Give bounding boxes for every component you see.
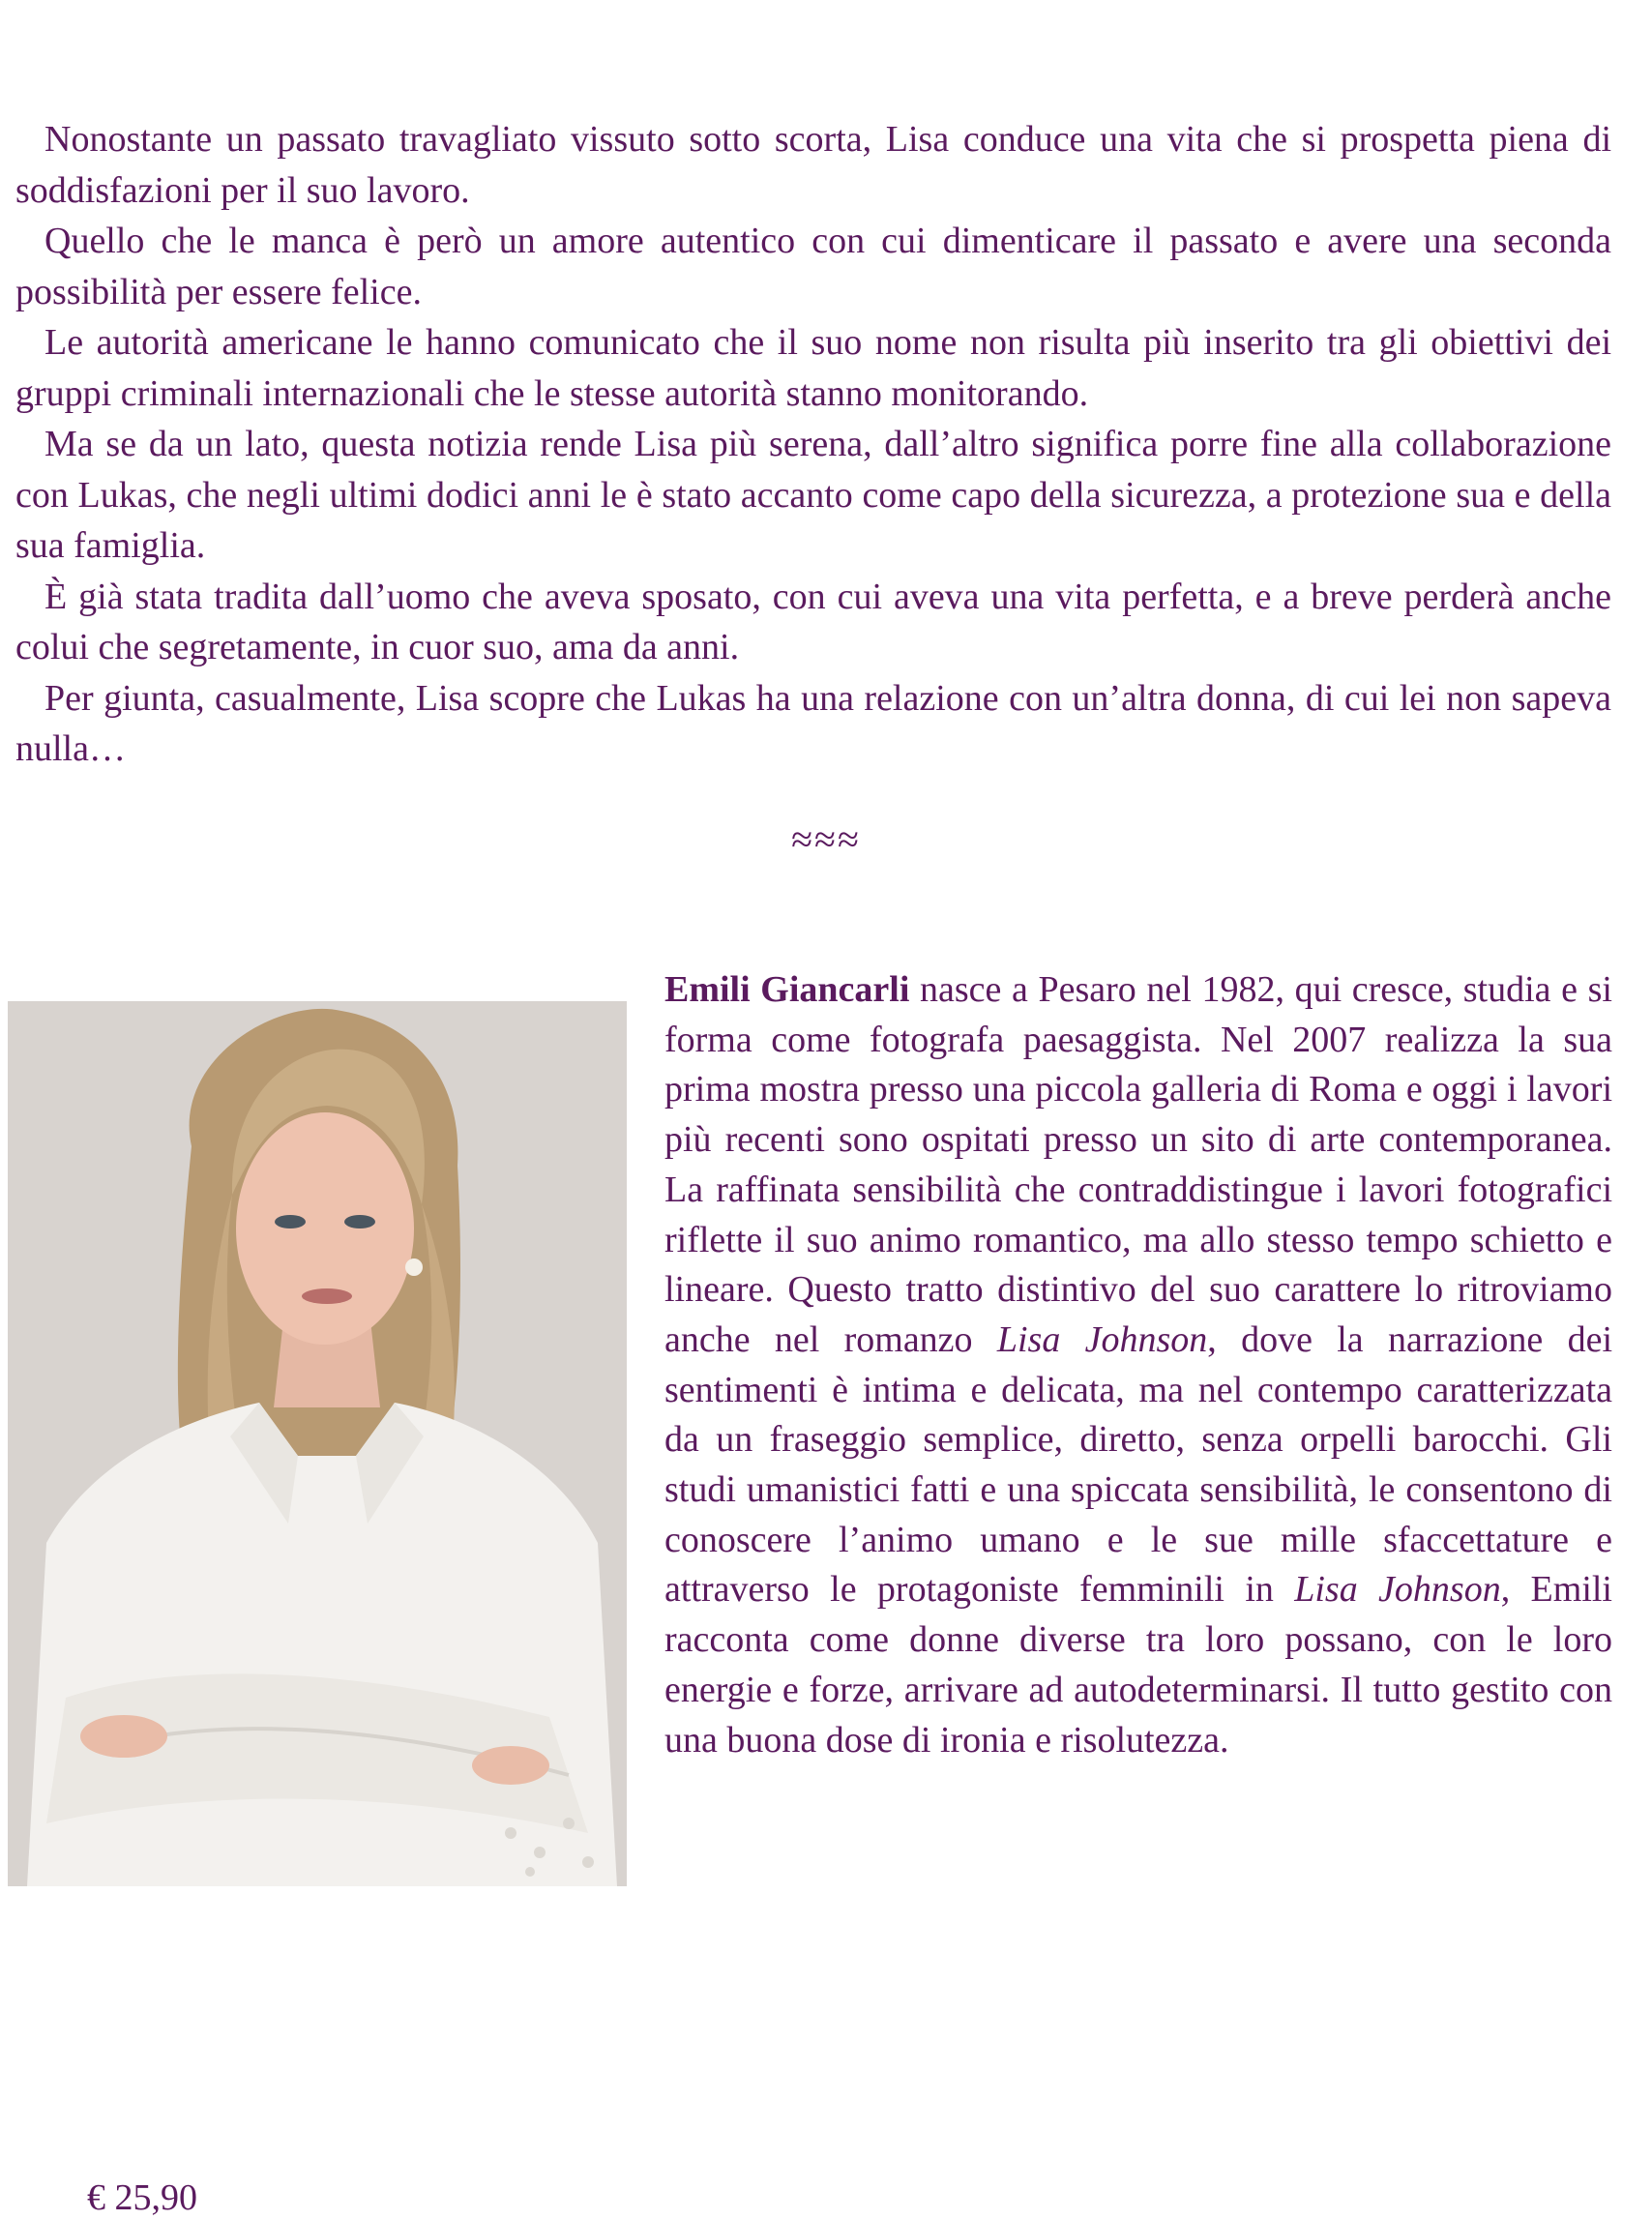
synopsis-paragraph: È già stata tradita dall’uomo che aveva sposato, con cui aveva una vita perfetta, e a breve perderà anche colui che segretamente, in cuor suo, ama da anni. xyxy=(15,576,1611,667)
author-name: Emili Giancarli xyxy=(664,969,910,1010)
section-divider: ≈≈≈ xyxy=(791,817,861,861)
author-bio xyxy=(664,965,1612,1765)
synopsis-paragraph: Per giunta, casualmente, Lisa scopre che Lukas ha una relazione con un’altra donna, di cui lei non sapeva nulla… xyxy=(15,677,1611,769)
synopsis-paragraph: Ma se da un lato, questa notizia rende Lisa più serena, dall’altro significa porre fine alla collaborazione con Lukas, che negli ultimi dodici anni le è stato accanto come capo della sicurezza, a protezione sua e della sua famiglia. xyxy=(15,424,1611,566)
bio-text: nasce a Pesaro nel 1982, qui cresce, studia e si forma come fotografa paesaggista. Nel 2007 realizza la sua prima mostra presso una piccola galleria di Roma e oggi i lavori più recenti sono ospitati presso un sito di arte contemporanea. La raffinata sensibilità che contraddistingue i lavori fotografici riflette il suo animo romantico, ma allo stesso tempo schietto e lineare. Questo tratto distintivo del suo carattere lo ritroviamo anche nel romanzo xyxy=(664,969,1612,1360)
bio-text: , dove la narrazione dei sentimenti è intima e delicata, ma nel contempo caratterizzata da un fraseggio semplice, diretto, senza orpelli barocchi. Gli studi umanistici fatti e una spiccata sensibilità, le consentono di conoscere l’animo umano e le sue mille sfaccettature e attraverso le protagoniste femminili in xyxy=(664,1318,1613,1611)
price: € 25,90 xyxy=(87,2177,197,2218)
synopsis xyxy=(15,114,1611,775)
synopsis-paragraph: Quello che le manca è però un amore autentico con cui dimenticare il passato e avere una seconda possibilità per essere felice. xyxy=(15,221,1611,312)
book-title: Lisa Johnson xyxy=(996,1318,1208,1360)
synopsis-paragraph: Le autorità americane le hanno comunicato che il suo nome non risulta più inserito tra gli obiettivi dei gruppi criminali internazionali che le stesse autorità stanno monitorando. xyxy=(15,322,1611,414)
bio-text: , Emili racconta come donne diverse tra loro possano, con le loro energie e forze, arrivare ad autodeterminarsi. Il tutto gestito con una buona dose di ironia e risolutezza. xyxy=(664,1569,1612,1761)
author-photo xyxy=(8,1001,627,1886)
book-title: Lisa Johnson xyxy=(1294,1569,1501,1611)
synopsis-paragraph: Nonostante un passato travagliato vissuto sotto scorta, Lisa conduce una vita che si prospetta piena di soddisfazioni per il suo lavoro. xyxy=(15,119,1611,211)
